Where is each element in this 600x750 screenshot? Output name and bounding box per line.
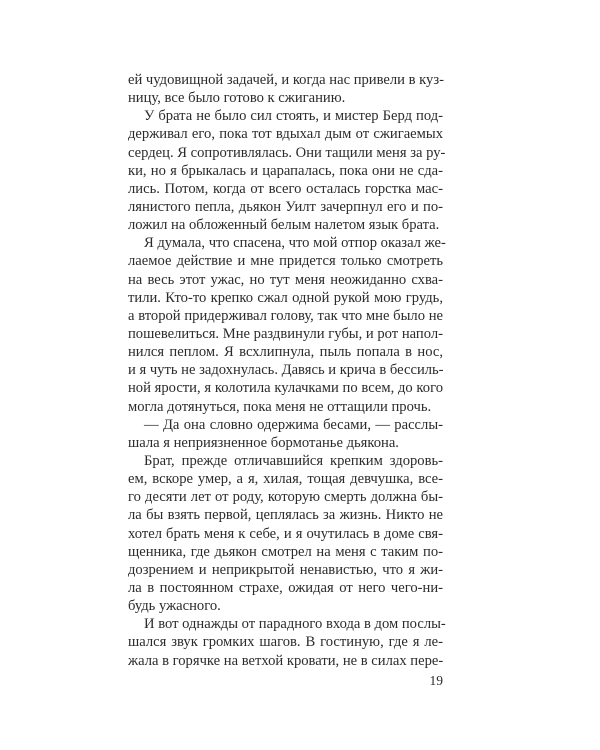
text-line: ла в постоянном страхе, ожидая от него чего-ни- xyxy=(128,579,443,596)
text-line: лись. Потом, когда от всего осталась горстка мас- xyxy=(128,180,443,197)
text-line: — Да она словно одержима бесами, — расслы- xyxy=(144,416,443,433)
text-line: шался звук громких шагов. В гостиную, где я ле- xyxy=(128,634,443,651)
text-line: ем, вскоре умер, а я, хилая, тощая девчушка, все- xyxy=(128,471,443,488)
text-line: дозрением и неприкрытой ненавистью, что я жи- xyxy=(128,561,443,578)
page-number: 19 xyxy=(429,673,443,688)
text-line: ла бы взять первой, цеплялась за жизнь. Никто не xyxy=(128,507,443,524)
text-line: лянистого пепла, дьякон Уилт зачерпнул его и по- xyxy=(128,198,443,215)
text-line: ложил на обложенный белым налетом язык брата. xyxy=(128,217,440,234)
text-line: держивал его, пока тот вдыхал дым от сжигаемых xyxy=(128,126,443,143)
text-line: нился пеплом. Я всхлипнула, пыль попала в нос, xyxy=(128,344,443,361)
body-text xyxy=(128,71,446,670)
text-line: лаемое действие и мне придется только смотреть xyxy=(128,253,443,270)
text-line: щенника, где дьякон смотрел на меня с таким по- xyxy=(128,543,443,560)
text-line: жала в горячке на ветхой кровати, не в силах пере- xyxy=(128,652,444,669)
text-line: шала я неприязненное бормотанье дьякона. xyxy=(128,434,399,451)
text-line: ной ярости, я колотила кулачками по всем, до кого xyxy=(128,380,443,397)
text-line: могла дотянуться, пока меня не оттащили прочь. xyxy=(128,398,432,415)
text-line: хотел брать меня к себе, и я очутилась в доме свя- xyxy=(128,525,443,542)
text-line: на весь этот ужас, но тут меня неожиданно схва- xyxy=(128,271,443,288)
text-line: и я чуть не задохнулась. Давясь и крича в бессиль- xyxy=(128,362,444,379)
text-line: тили. Кто-то крепко сжал одной рукой мою грудь, xyxy=(128,289,443,306)
text-line: Я думала, что спасена, что мой отпор оказал же- xyxy=(144,235,446,252)
text-line: пошевелиться. Мне раздвинули губы, и рот напол- xyxy=(128,325,443,342)
text-line: И вот однажды от парадного входа в дом послы- xyxy=(144,616,446,633)
text-line: ки, но я брыкалась и царапалась, пока они не сда- xyxy=(128,162,443,179)
text-line: У брата не было сил стоять, и мистер Берд под- xyxy=(144,108,443,125)
text-line: а второй придерживал голову, так что мне было не xyxy=(128,307,443,324)
text-line: го десяти лет от роду, которую смерть должна бы- xyxy=(128,489,443,506)
text-line: сердец. Я сопротивлялась. Они тащили меня за ру- xyxy=(128,144,446,161)
text-line: Брат, прежде отличавшийся крепким здоровь- xyxy=(144,452,443,469)
text-line: ей чудовищной задачей, и когда нас привели в куз- xyxy=(128,72,444,88)
text-line: будь ужасного. xyxy=(128,598,221,615)
text-line: ницу, все было готово к сжиганию. xyxy=(128,90,346,107)
